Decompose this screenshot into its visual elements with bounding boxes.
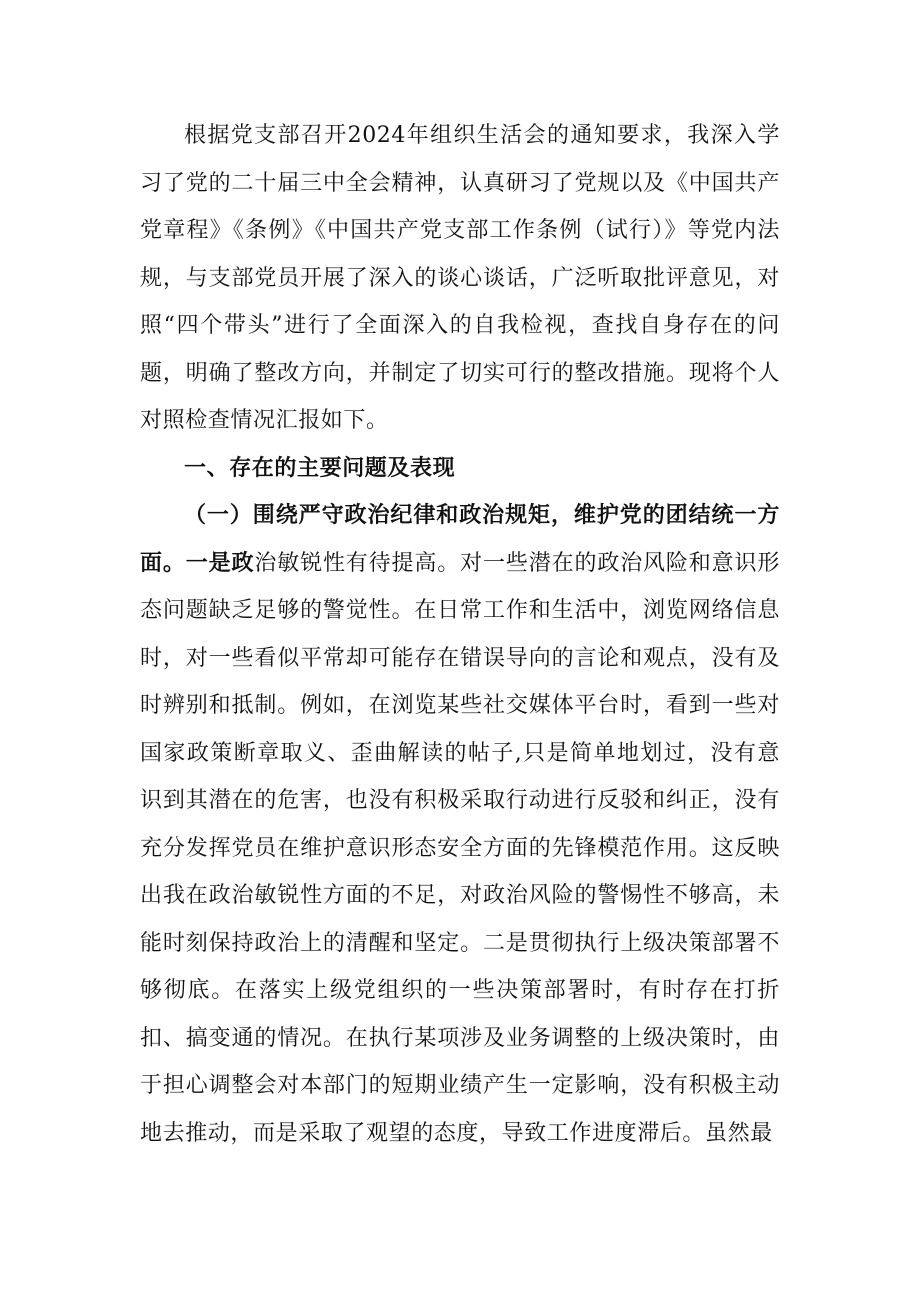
subsection-paragraph — [140, 492, 780, 1157]
section-heading: 一、存在的主要问题及表现 — [184, 454, 456, 481]
intro-paragraph: 根据党支部召开2024年组织生活会的通知要求，我深入学习了党的二十届三中全会精神，认真研习了党规以及《中国共产党章程》《条例》《中国共产党支部工作条例（试行）》等党内法规，与支部党员开展了深入的谈心谈话，广泛听取批评意见，对照“四个带头”进行了全面深入的自我检视，查找自身存在的问题，明确了整改方向，并制定了切实可行的整改措施。现将个人对照检查情况汇报如下。 — [140, 123, 780, 433]
subsection-body: 治敏锐性有待提高。对一些潜在的政治风险和意识形态问题缺乏足够的警觉性。在日常工作和生活中，浏览网络信息时，对一些看似平常却可能存在错误导向的言论和观点，没有及时辨别和抵制。例如，在浏览某些社交媒体平台时，看到一些对国家政策断章取义、歪曲解读的帖子,只是简单地划过，没有意识到其潜在的危害，也没有积极采取行动进行反驳和纠正，没有充分发挥党员在维护意识形态安全方面的先锋模范作用。这反映出我在政治敏锐性方面的不足，对政治风险的警惕性不够高，未能时刻保持政治上的清醒和坚定。二是贯彻执行上级决策部署不够彻底。在落实上级党组织的一些决策部署时，有时存在打折扣、搞变通的情况。在执行某项涉及业务调整的上级决策时，由于担心调整会对本部门的短期业绩产生一定影响，没有积极主动地去推动，而是采取了观望的态度，导致工作进度滞后。虽然最 — [140, 550, 780, 1146]
document-page — [140, 112, 780, 1157]
subsection-title: （一）围绕严守政治纪律和政治规矩，维护党的团结统一方面。 — [140, 502, 780, 576]
point-lead: 一是政 — [185, 549, 255, 576]
